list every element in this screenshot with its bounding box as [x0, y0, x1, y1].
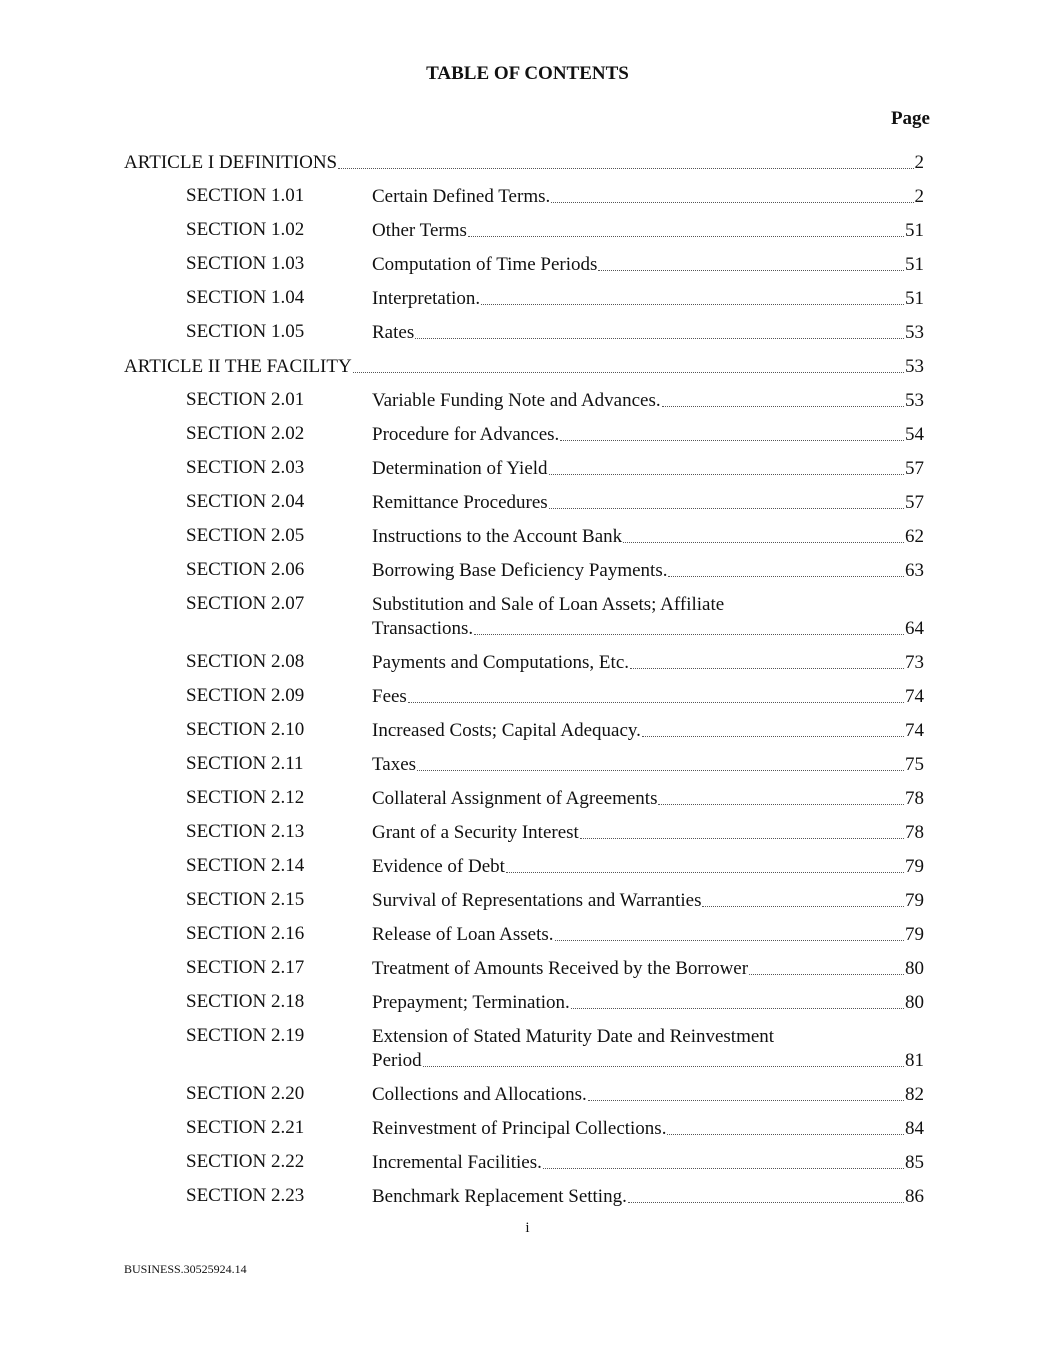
entry-title[interactable]: Determination of Yield [372, 458, 548, 479]
toc-line [372, 321, 924, 345]
toc-section-entry[interactable] [124, 821, 924, 855]
section-title-block [372, 719, 924, 743]
toc-section-entry[interactable] [124, 1117, 924, 1151]
dot-leader [588, 1100, 904, 1101]
toc-section-entry[interactable] [124, 787, 924, 821]
entry-title[interactable]: Rates [372, 322, 415, 343]
toc-line [372, 593, 924, 617]
section-title-block [372, 889, 924, 913]
toc-section-entry[interactable] [124, 855, 924, 889]
dot-leader [598, 270, 904, 271]
page-reference[interactable]: 63 [905, 560, 924, 581]
section-title-block [372, 1083, 924, 1107]
toc-section-entry[interactable] [124, 1025, 924, 1083]
entry-title[interactable]: Survival of Representations and Warranties [372, 890, 702, 911]
toc-section-entry[interactable] [124, 423, 924, 457]
toc-line [372, 389, 924, 413]
page-reference[interactable]: 79 [905, 890, 924, 911]
section-number: SECTION 2.14 [186, 855, 305, 876]
section-number: SECTION 2.09 [186, 685, 305, 706]
section-title-block [372, 185, 924, 209]
section-number: SECTION 2.23 [186, 1185, 305, 1206]
page-reference[interactable]: 81 [905, 1050, 924, 1071]
dot-leader [551, 202, 913, 203]
page-reference[interactable]: 73 [905, 652, 924, 673]
dot-leader [415, 338, 904, 339]
toc-section-entry[interactable] [124, 719, 924, 753]
entry-title[interactable]: Prepayment; Termination. [372, 992, 570, 1013]
dot-leader [630, 668, 904, 669]
dot-leader [571, 1008, 904, 1009]
entry-title[interactable]: Increased Costs; Capital Adequacy. [372, 720, 641, 741]
section-number: SECTION 2.10 [186, 719, 305, 740]
page-reference[interactable]: 64 [905, 618, 924, 639]
toc-line [372, 219, 924, 243]
toc-line [372, 753, 924, 777]
dot-leader [417, 770, 904, 771]
section-title-block [372, 1025, 924, 1073]
toc-section-entry[interactable] [124, 219, 924, 253]
dot-leader [338, 168, 913, 169]
section-number: SECTION 2.17 [186, 957, 305, 978]
toc-section-entry[interactable] [124, 253, 924, 287]
page-reference[interactable]: 57 [905, 458, 924, 479]
dot-leader [580, 838, 904, 839]
toc-section-entry[interactable] [124, 1185, 924, 1219]
section-number: SECTION 2.16 [186, 923, 305, 944]
toc-section-entry[interactable] [124, 923, 924, 957]
toc-line [372, 787, 924, 811]
toc-section-entry[interactable] [124, 685, 924, 719]
section-number: SECTION 2.13 [186, 821, 305, 842]
toc-line [372, 855, 924, 879]
toc-line [372, 617, 924, 641]
toc-line [372, 685, 924, 709]
toc-section-entry[interactable] [124, 559, 924, 593]
dot-leader [555, 940, 904, 941]
section-title-block [372, 593, 924, 641]
page-reference[interactable]: 82 [905, 1084, 924, 1105]
entry-title[interactable]: Incremental Facilities. [372, 1152, 542, 1173]
page-reference[interactable]: 79 [905, 924, 924, 945]
entry-title[interactable]: Transactions. [372, 618, 474, 639]
page-reference[interactable]: 51 [905, 254, 924, 275]
entry-title[interactable]: Instructions to the Account Bank [372, 526, 623, 547]
section-number: SECTION 2.05 [186, 525, 305, 546]
dot-leader [481, 304, 904, 305]
section-number: SECTION 2.03 [186, 457, 305, 478]
entry-title[interactable]: Remittance Procedures [372, 492, 548, 513]
section-title-block [372, 685, 924, 709]
section-title-block [372, 525, 924, 549]
toc-section-entry[interactable] [124, 753, 924, 787]
toc-section-entry[interactable] [124, 991, 924, 1025]
page-reference[interactable]: 53 [905, 356, 924, 377]
toc-section-entry[interactable] [124, 321, 924, 355]
table-of-contents [124, 151, 924, 1219]
toc-line [372, 1025, 924, 1049]
page-reference[interactable]: 85 [905, 1152, 924, 1173]
dot-leader [749, 974, 904, 975]
section-title-block [372, 753, 924, 777]
section-number: SECTION 2.01 [186, 389, 305, 410]
section-title-block [372, 923, 924, 947]
toc-section-entry[interactable] [124, 185, 924, 219]
section-title-block [372, 559, 924, 583]
entry-title[interactable]: Extension of Stated Maturity Date and Reinvestment [372, 1026, 775, 1047]
page-reference[interactable]: 78 [905, 788, 924, 809]
section-number: SECTION 2.06 [186, 559, 305, 580]
entry-title[interactable]: Fees [372, 686, 407, 707]
entry-title[interactable]: Release of Loan Assets. [372, 924, 554, 945]
section-title-block [372, 389, 924, 413]
page-reference[interactable]: 53 [905, 390, 924, 411]
dot-leader [353, 372, 904, 373]
toc-line [124, 355, 924, 379]
section-number: SECTION 1.05 [186, 321, 305, 342]
toc-line [372, 821, 924, 845]
toc-section-entry[interactable] [124, 651, 924, 685]
dot-leader [623, 542, 904, 543]
toc-section-entry[interactable] [124, 287, 924, 321]
entry-title[interactable]: Other Terms [372, 220, 467, 241]
dot-leader [549, 508, 904, 509]
section-number: SECTION 1.01 [186, 185, 305, 206]
toc-line [372, 253, 924, 277]
section-number: SECTION 2.21 [186, 1117, 305, 1138]
toc-line [372, 559, 924, 583]
toc-line [372, 719, 924, 743]
section-number: SECTION 1.04 [186, 287, 305, 308]
section-title-block [372, 287, 924, 311]
dot-leader [658, 804, 904, 805]
entry-title[interactable]: Interpretation. [372, 288, 481, 309]
section-number: SECTION 2.15 [186, 889, 305, 910]
section-number: SECTION 2.20 [186, 1083, 305, 1104]
toc-line [372, 1083, 924, 1107]
section-number: SECTION 2.04 [186, 491, 305, 512]
dot-leader [628, 1202, 904, 1203]
dot-leader [662, 406, 904, 407]
page-column-label: Page [890, 108, 930, 129]
entry-title[interactable]: Reinvestment of Principal Collections. [372, 1118, 667, 1139]
section-title-block [372, 957, 924, 981]
page-reference[interactable]: 86 [905, 1186, 924, 1207]
toc-line [372, 525, 924, 549]
toc-line [372, 1117, 924, 1141]
entry-title[interactable]: Treatment of Amounts Received by the Borrower [372, 958, 749, 979]
page-reference[interactable]: 51 [905, 220, 924, 241]
dot-leader [642, 736, 904, 737]
page-reference[interactable]: 54 [905, 424, 924, 445]
entry-title[interactable]: Evidence of Debt [372, 856, 505, 877]
entry-title[interactable]: Procedure for Advances. [372, 424, 560, 445]
section-number: SECTION 1.03 [186, 253, 305, 274]
toc-line [372, 491, 924, 515]
page-reference[interactable]: 74 [905, 720, 924, 741]
section-title-block [372, 991, 924, 1015]
entry-title[interactable]: Payments and Computations, Etc. [372, 652, 630, 673]
section-title-block [372, 1151, 924, 1175]
section-title-block [372, 423, 924, 447]
dot-leader [668, 576, 904, 577]
toc-section-entry[interactable] [124, 1083, 924, 1117]
dot-leader [408, 702, 904, 703]
page-reference[interactable]: 84 [905, 1118, 924, 1139]
page-reference[interactable]: 2 [914, 186, 924, 207]
section-title-block [372, 821, 924, 845]
toc-article-entry[interactable] [124, 151, 924, 185]
page-reference[interactable]: 80 [905, 958, 924, 979]
section-number: SECTION 2.12 [186, 787, 305, 808]
dot-leader [549, 474, 904, 475]
toc-line [372, 457, 924, 481]
toc-line [372, 651, 924, 675]
toc-section-entry[interactable] [124, 457, 924, 491]
page-reference[interactable]: 78 [905, 822, 924, 843]
entry-title[interactable]: Benchmark Replacement Setting. [372, 1186, 627, 1207]
toc-section-entry[interactable] [124, 491, 924, 525]
dot-leader [474, 634, 904, 635]
toc-line [372, 1185, 924, 1209]
entry-title[interactable]: Collateral Assignment of Agreements [372, 788, 658, 809]
toc-section-entry[interactable] [124, 389, 924, 423]
section-title-block [372, 1185, 924, 1209]
toc-line [372, 1049, 924, 1073]
section-number: SECTION 2.07 [186, 593, 305, 614]
dot-leader [506, 872, 904, 873]
toc-line [372, 923, 924, 947]
page-reference[interactable]: 79 [905, 856, 924, 877]
page-reference[interactable]: 62 [905, 526, 924, 547]
toc-heading: TABLE OF CONTENTS [426, 63, 629, 84]
page-reference[interactable]: 57 [905, 492, 924, 513]
page-reference[interactable]: 74 [905, 686, 924, 707]
section-number: SECTION 2.08 [186, 651, 305, 672]
dot-leader [667, 1134, 904, 1135]
dot-leader [543, 1168, 904, 1169]
section-title-block [372, 787, 924, 811]
entry-title[interactable]: Certain Defined Terms. [372, 186, 551, 207]
entry-title[interactable]: Borrowing Base Deficiency Payments. [372, 560, 668, 581]
section-number: SECTION 2.19 [186, 1025, 305, 1046]
toc-line [124, 151, 924, 175]
dot-leader [702, 906, 904, 907]
toc-section-entry[interactable] [124, 1151, 924, 1185]
entry-title[interactable]: Period [372, 1050, 422, 1071]
section-title-block [372, 321, 924, 345]
toc-line [372, 889, 924, 913]
page-reference[interactable]: 51 [905, 288, 924, 309]
toc-section-entry[interactable] [124, 525, 924, 559]
section-title-block [372, 219, 924, 243]
section-title-block [372, 1117, 924, 1141]
toc-article-entry[interactable] [124, 355, 924, 389]
entry-title[interactable]: Substitution and Sale of Loan Assets; Affiliate [372, 594, 725, 615]
toc-section-entry[interactable] [124, 593, 924, 651]
section-number: SECTION 2.02 [186, 423, 305, 444]
page-reference[interactable]: 53 [905, 322, 924, 343]
section-number: SECTION 1.02 [186, 219, 305, 240]
section-title-block [372, 651, 924, 675]
section-title-block [372, 491, 924, 515]
toc-section-entry[interactable] [124, 957, 924, 991]
entry-title[interactable]: ARTICLE I DEFINITIONS [124, 152, 338, 173]
dot-leader [423, 1066, 904, 1067]
toc-line [372, 423, 924, 447]
section-number: SECTION 2.11 [186, 753, 304, 774]
toc-line [372, 957, 924, 981]
section-title-block [372, 457, 924, 481]
entry-title[interactable]: Taxes [372, 754, 417, 775]
section-title-block [372, 855, 924, 879]
page-number: i [525, 1220, 530, 1236]
page-reference[interactable]: 80 [905, 992, 924, 1013]
toc-line [372, 991, 924, 1015]
page-reference[interactable]: 2 [914, 152, 924, 173]
section-title-block [372, 253, 924, 277]
entry-title[interactable]: Collections and Allocations. [372, 1084, 587, 1105]
entry-title[interactable]: Computation of Time Periods [372, 254, 598, 275]
toc-line [372, 185, 924, 209]
section-number: SECTION 2.18 [186, 991, 305, 1012]
entry-title[interactable]: Grant of a Security Interest [372, 822, 579, 843]
document-id-footer: BUSINESS.30525924.14 [124, 1262, 247, 1276]
dot-leader [560, 440, 904, 441]
page-reference[interactable]: 75 [905, 754, 924, 775]
toc-section-entry[interactable] [124, 889, 924, 923]
dot-leader [468, 236, 904, 237]
toc-line [372, 287, 924, 311]
entry-title[interactable]: Variable Funding Note and Advances. [372, 390, 661, 411]
section-number: SECTION 2.22 [186, 1151, 305, 1172]
entry-title[interactable]: ARTICLE II THE FACILITY [124, 356, 352, 377]
toc-line [372, 1151, 924, 1175]
